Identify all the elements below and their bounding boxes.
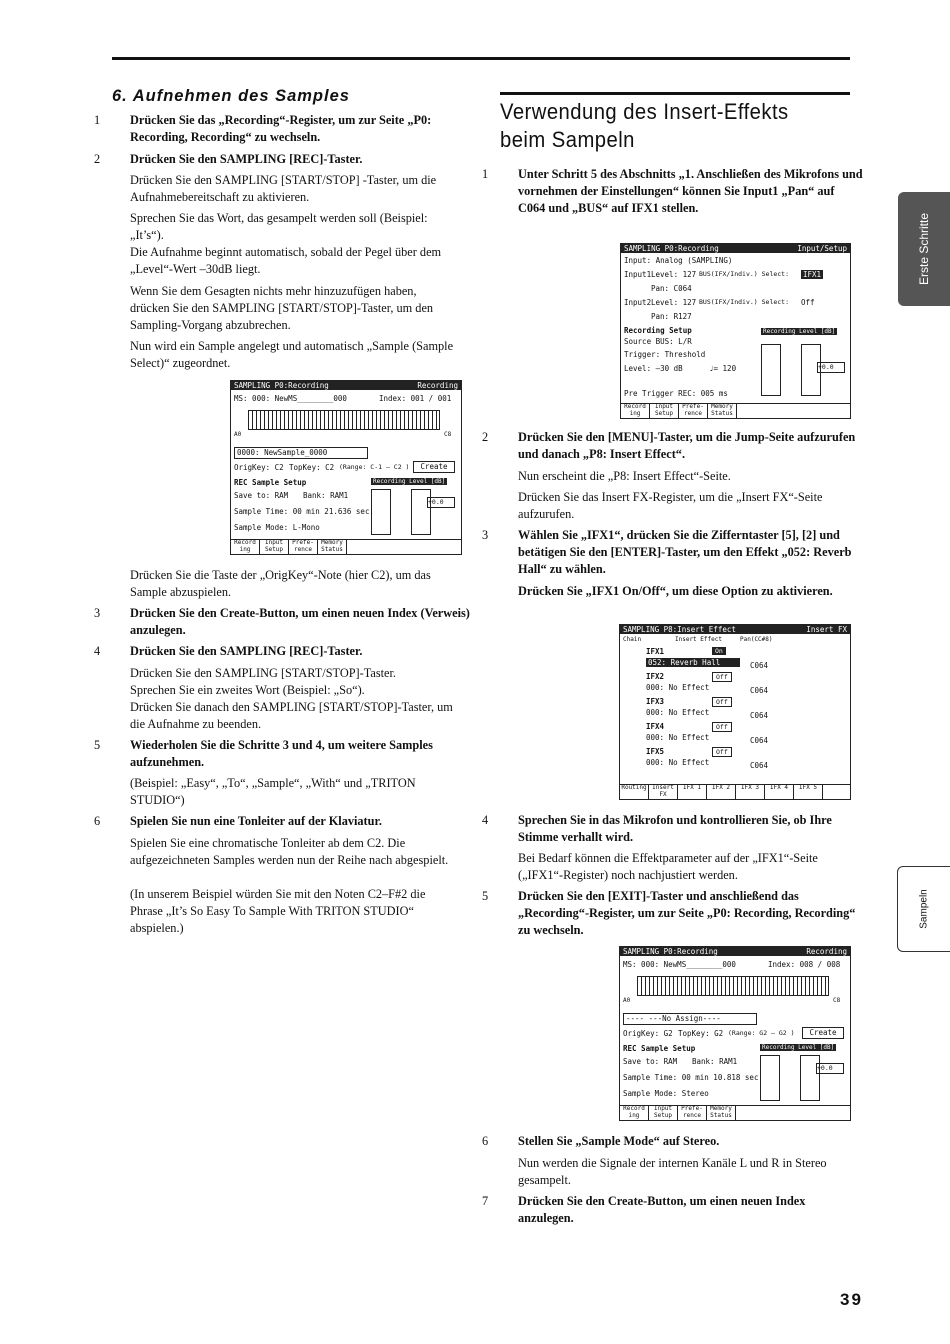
step-number: 2: [482, 430, 489, 444]
left-step-3: [94, 605, 476, 639]
lcd-page: Recording: [417, 381, 458, 390]
step-number: 6: [94, 814, 101, 828]
step-number: 2: [94, 152, 101, 166]
lcd-tab[interactable]: Insert FX: [649, 785, 678, 799]
right-para-1: Nun erscheint die „P8: Insert Effect“-Seite.: [518, 469, 731, 483]
lcd-origkey[interactable]: OrigKey: C2: [234, 463, 284, 472]
lcd-origkey[interactable]: OrigKey: G2: [623, 1029, 673, 1038]
lcd-sample-mode[interactable]: Sample Mode: L-Mono: [234, 523, 320, 532]
lcd-tempo[interactable]: ♩= 120: [709, 364, 737, 373]
lcd-ifx4-effect[interactable]: 000: No Effect: [646, 733, 710, 742]
lcd-recording-screen-1: [230, 380, 462, 555]
lcd-ifx4-name: IFX4: [646, 722, 665, 731]
lcd-save-to[interactable]: Save to: RAM: [623, 1057, 678, 1066]
lcd-title: SAMPLING P0:Recording: [234, 381, 329, 390]
lcd-level-header: Recording Level [dB]: [763, 328, 836, 335]
lcd-trigger[interactable]: Trigger: Threshold: [624, 350, 706, 359]
lcd-tab[interactable]: Prefe- rence: [289, 540, 318, 554]
lcd-key-hi: C8: [833, 997, 841, 1004]
lcd-tab-bar: [620, 1105, 850, 1120]
lcd-tab[interactable]: Prefe- rence: [678, 1106, 707, 1120]
lcd-sample-select[interactable]: 0000: NewSample_0000: [234, 447, 368, 459]
top-rule: [112, 57, 850, 60]
left-para-3: Die Aufnahme beginnt automatisch, sobald der Pegel über dem „Level“-Wert –30dB liegt.: [130, 245, 442, 276]
step-text: Sprechen Sie in das Mikrofon und kontrollieren Sie, ob Ihre Stimme verhallt wird.: [518, 813, 832, 844]
right-step-4: [482, 812, 864, 846]
lcd-create-button[interactable]: Create: [413, 461, 455, 473]
lcd-insert-header: Insert Effect: [675, 636, 722, 643]
right-step-7: [482, 1193, 864, 1227]
lcd-level-header: Recording Level [dB]: [762, 1044, 835, 1051]
lcd-range: (Range: C-1 – C2 ): [339, 463, 410, 471]
step-text: Drücken Sie das „Recording“-Register, um zur Seite „P0: Recording, Recording“ zu wechseln.: [130, 113, 432, 144]
lcd-bank[interactable]: Bank: RAM1: [692, 1057, 738, 1066]
right-step-3: [482, 527, 864, 578]
lcd-ifx1-pan[interactable]: C064: [750, 661, 769, 670]
left-para-2: Sprechen Sie das Wort, das gesampelt werden soll (Beispiel: „It’s“).: [130, 211, 428, 242]
lcd-ifx5-name: IFX5: [646, 747, 665, 756]
lcd-rec-setup-title: Recording Setup: [624, 326, 692, 335]
left-step-6: [94, 813, 476, 830]
step-text: Stellen Sie „Sample Mode“ auf Stereo.: [518, 1134, 720, 1148]
left-para-12: (In unserem Beispiel würden Sie mit den Noten C2–F#2 die Phrase „It’s So Easy To Sample With TRITON STUDIO“ abspielen.): [130, 887, 426, 935]
lcd-index[interactable]: Index: 008 / 008: [768, 960, 841, 969]
lcd-keyboard[interactable]: [248, 410, 440, 430]
lcd-page: Insert FX: [806, 625, 847, 634]
lcd-tab[interactable]: Record ing: [620, 1106, 649, 1120]
lcd-ifx4-pan[interactable]: C064: [750, 736, 769, 745]
lcd-tab[interactable]: Memory Status: [708, 404, 737, 418]
lcd-input-source[interactable]: Input: Analog (SAMPLING): [624, 256, 733, 265]
lcd-ifx1-name: IFX1: [646, 647, 665, 656]
lcd-source-bus[interactable]: Source BUS: L/R: [624, 337, 692, 346]
step-number: 7: [482, 1194, 489, 1208]
lcd-key-hi: C8: [444, 431, 452, 438]
right-para-4: Bei Bedarf können die Effektparameter auf der „IFX1“-Seite („IFX1“-Register) noch nachjustiert werden.: [518, 851, 818, 882]
lcd-tab[interactable]: Prefe- rence: [679, 404, 708, 418]
right-step-5: [482, 888, 864, 939]
right-para-2: Drücken Sie das Insert FX-Register, um die „Insert FX“-Seite aufzurufen.: [518, 490, 823, 521]
lcd-input-setup-screen: [620, 243, 851, 419]
lcd-input1-bus-label: BUS(IFX/Indiv.) Select:: [699, 270, 790, 278]
lcd-key-lo: A0: [234, 431, 242, 438]
left-step-1: [94, 112, 476, 146]
lcd-tab[interactable]: Memory Status: [707, 1106, 736, 1120]
right-title-rule: [500, 92, 850, 95]
lcd-pan-header: Pan(CC#8): [740, 636, 773, 643]
lcd-meter-right: [411, 489, 431, 535]
step-text: Drücken Sie den [MENU]-Taster, um die Jump-Seite aufzurufen und danach „P8: Insert Effect“.: [518, 430, 856, 461]
lcd-sample-time[interactable]: Sample Time: 00 min 10.818 sec: [623, 1073, 759, 1082]
lcd-ifx4-switch[interactable]: Off: [712, 722, 732, 732]
lcd-tab[interactable]: IFX 3: [736, 785, 765, 799]
lcd-trigger-level[interactable]: Level: –30 dB: [624, 364, 683, 373]
lcd-title: SAMPLING P8:Insert Effect: [623, 625, 736, 634]
lcd-ifx1-effect[interactable]: 052: Reverb Hall: [646, 658, 740, 667]
step-text: Spielen Sie nun eine Tonleiter auf der Klaviatur.: [130, 814, 382, 828]
lcd-input2-bus-value[interactable]: Off: [801, 298, 815, 307]
step-text: Drücken Sie den Create-Button, um einen neuen Index (Verweis) anzulegen.: [130, 606, 470, 637]
step-text: Drücken Sie den Create-Button, um einen neuen Index anzulegen.: [518, 1194, 806, 1225]
step-number: 1: [94, 113, 101, 127]
lcd-tab[interactable]: Input Setup: [649, 1106, 678, 1120]
lcd-tab[interactable]: Record ing: [231, 540, 260, 554]
left-para-1: Drücken Sie den SAMPLING [START/STOP] -Taster, um die Aufnahmebereitschaft zu aktivieren.: [130, 173, 437, 204]
right-para-3: Drücken Sie „IFX1 On/Off“, um diese Option zu aktivieren.: [518, 584, 833, 598]
step-number: 5: [482, 889, 489, 903]
right-para-5: Nun werden die Signale der internen Kanäle L und R in Stereo gesampelt.: [518, 1156, 827, 1187]
step-number: 3: [94, 606, 101, 620]
lcd-tab[interactable]: Routing: [620, 785, 649, 799]
right-step-2: [482, 429, 864, 463]
step-number: 3: [482, 528, 489, 542]
step-text: Wählen Sie „IFX1“, drücken Sie die Zifferntaster [5], [2] und betätigen Sie den [ENTER]-Taster, um den Effekt „052: Reverb Hall“ zu wählen.: [518, 528, 852, 576]
left-para-11: Spielen Sie eine chromatische Tonleiter ab dem C2. Die aufgezeichneten Samples werden nun der Reihe nach abgespielt.: [130, 836, 449, 867]
lcd-sample-time[interactable]: Sample Time: 00 min 21.636 sec: [234, 507, 370, 516]
lcd-meter-left: [371, 489, 391, 535]
left-step-2: [94, 151, 476, 168]
section-tab-label: Sampeln: [918, 889, 930, 929]
left-para-8: Sprechen Sie ein zweites Wort (Beispiel: „So“).: [130, 683, 365, 697]
lcd-setup-title: REC Sample Setup: [234, 478, 307, 487]
lcd-pre-trigger[interactable]: Pre Trigger REC: 005 ms: [624, 389, 728, 398]
lcd-meter-left: [761, 344, 781, 396]
lcd-ifx2-effect[interactable]: 000: No Effect: [646, 683, 710, 692]
lcd-tab[interactable]: IFX 2: [707, 785, 736, 799]
lcd-tab[interactable]: IFX 5: [794, 785, 823, 799]
lcd-tab-bar: [231, 539, 461, 554]
lcd-chain-header: Chain: [623, 636, 642, 643]
lcd-sample-select[interactable]: ---- ---No Assign----: [623, 1013, 757, 1025]
right-step-1: [482, 166, 864, 217]
left-para-10: (Beispiel: „Easy“, „To“, „Sample“, „With“ und „TRITON STUDIO“): [130, 776, 416, 807]
lcd-input1-level[interactable]: Level: 127: [651, 270, 697, 279]
lcd-insert-effect-screen: [619, 624, 851, 800]
lcd-meter-right: [800, 1055, 820, 1101]
lcd-topkey[interactable]: TopKey: C2: [289, 463, 335, 472]
lcd-save-to[interactable]: Save to: RAM: [234, 491, 289, 500]
lcd-create-button[interactable]: Create: [802, 1027, 844, 1039]
left-para-9: Drücken Sie danach den SAMPLING [START/STOP]-Taster, um die Aufnahme zu beenden.: [130, 700, 453, 731]
lcd-ms[interactable]: MS: 000: NewMS________000: [234, 394, 347, 403]
lcd-input2-label: Input2: [624, 298, 652, 307]
lcd-meter-value[interactable]: +0.0: [817, 362, 845, 373]
step-text: Unter Schritt 5 des Abschnitts „1. Anschließen des Mikrofons und vornehmen der Einstellungen“ können Sie Input1 „Pan“ auf C064 und „BUS“ auf IFX1 stellen.: [518, 167, 863, 215]
lcd-input1-bus-value[interactable]: IFX1: [803, 270, 822, 279]
right-step-6: [482, 1133, 864, 1150]
step-number: 4: [482, 813, 489, 827]
step-number: 5: [94, 738, 101, 752]
lcd-recording-screen-2: [619, 946, 851, 1121]
lcd-ifx5-pan[interactable]: C064: [750, 761, 769, 770]
lcd-range: (Range: G2 – G2 ): [728, 1029, 795, 1037]
lcd-tab-bar: [621, 403, 850, 418]
lcd-bank[interactable]: Bank: RAM1: [303, 491, 349, 500]
right-section-title: Verwendung des Insert-Effekts beim Sampeln: [500, 99, 789, 152]
lcd-ms[interactable]: MS: 000: NewMS________000: [623, 960, 736, 969]
lcd-index[interactable]: Index: 001 / 001: [379, 394, 452, 403]
lcd-input1-label: Input1: [624, 270, 652, 279]
lcd-input2-pan[interactable]: Pan: R127: [651, 312, 692, 321]
left-step-4: [94, 643, 476, 660]
lcd-input2-level[interactable]: Level: 127: [651, 298, 697, 307]
step-number: 6: [482, 1134, 489, 1148]
lcd-level-header: Recording Level [dB]: [373, 478, 446, 485]
lcd-meter-value[interactable]: +0.0: [427, 497, 455, 508]
step-text: Wiederholen Sie die Schritte 3 und 4, um weitere Samples aufzunehmen.: [130, 738, 433, 769]
lcd-page: Input/Setup: [797, 244, 847, 253]
lcd-ifx3-switch[interactable]: Off: [712, 697, 732, 707]
left-para-7: Drücken Sie den SAMPLING [START/STOP]-Taster.: [130, 666, 396, 680]
lcd-input1-pan[interactable]: Pan: C064: [651, 284, 692, 293]
step-number: 4: [94, 644, 101, 658]
lcd-meter-left: [760, 1055, 780, 1101]
lcd-topkey[interactable]: TopKey: G2: [678, 1029, 724, 1038]
page-number: 39: [840, 1290, 863, 1309]
lcd-ifx2-pan[interactable]: C064: [750, 686, 769, 695]
lcd-ifx2-name: IFX2: [646, 672, 665, 681]
chapter-side-tab[interactable]: [898, 192, 950, 306]
step-text: Drücken Sie den [EXIT]-Taster und anschließend das „Recording“-Register, um zur Seite „P0: Recording, Recording“ zu wechseln.: [518, 889, 856, 937]
step-text: Drücken Sie den SAMPLING [REC]-Taster.: [130, 152, 363, 166]
lcd-ifx2-switch[interactable]: Off: [712, 672, 732, 682]
lcd-ifx5-switch[interactable]: Off: [712, 747, 732, 757]
lcd-meter-value[interactable]: +0.0: [816, 1063, 844, 1074]
lcd-tab[interactable]: Record ing: [621, 404, 650, 418]
lcd-tab[interactable]: IFX 1: [678, 785, 707, 799]
step-number: 1: [482, 167, 489, 181]
left-section-title: 6. Aufnehmen des Samples: [112, 87, 350, 105]
left-step-5: [94, 737, 476, 771]
lcd-key-lo: A0: [623, 997, 631, 1004]
lcd-tab[interactable]: Input Setup: [260, 540, 289, 554]
left-para-6: Drücken Sie die Taste der „OrigKey“-Note (hier C2), um das Sample abzuspielen.: [130, 568, 431, 599]
lcd-tab[interactable]: Memory Status: [318, 540, 347, 554]
lcd-tab[interactable]: IFX 4: [765, 785, 794, 799]
lcd-tab-bar: [620, 784, 850, 799]
section-side-tab[interactable]: [897, 866, 950, 952]
lcd-setup-title: REC Sample Setup: [623, 1044, 696, 1053]
chapter-tab-label: Erste Schritte: [917, 212, 931, 286]
lcd-page: Recording: [806, 947, 847, 956]
lcd-sample-mode[interactable]: Sample Mode: Stereo: [623, 1089, 709, 1098]
left-para-5: Nun wird ein Sample angelegt und automatisch „Sample (Sample Select)“ zugeordnet.: [130, 339, 454, 370]
lcd-input2-bus-label: BUS(IFX/Indiv.) Select:: [699, 298, 790, 306]
lcd-ifx3-name: IFX3: [646, 697, 665, 706]
lcd-title: SAMPLING P0:Recording: [624, 244, 719, 253]
lcd-ifx5-effect[interactable]: 000: No Effect: [646, 758, 710, 767]
lcd-ifx1-switch[interactable]: On: [712, 647, 726, 655]
lcd-title: SAMPLING P0:Recording: [623, 947, 718, 956]
lcd-ifx3-effect[interactable]: 000: No Effect: [646, 708, 710, 717]
left-para-4: Wenn Sie dem Gesagten nichts mehr hinzuzufügen haben, drücken Sie den SAMPLING [START/STOP]-Taster, um den Sampling-Vorgang abzubrechen.: [130, 284, 434, 332]
lcd-ifx3-pan[interactable]: C064: [750, 711, 769, 720]
lcd-keyboard[interactable]: [637, 976, 829, 996]
step-text: Drücken Sie den SAMPLING [REC]-Taster.: [130, 644, 363, 658]
lcd-tab[interactable]: Input Setup: [650, 404, 679, 418]
